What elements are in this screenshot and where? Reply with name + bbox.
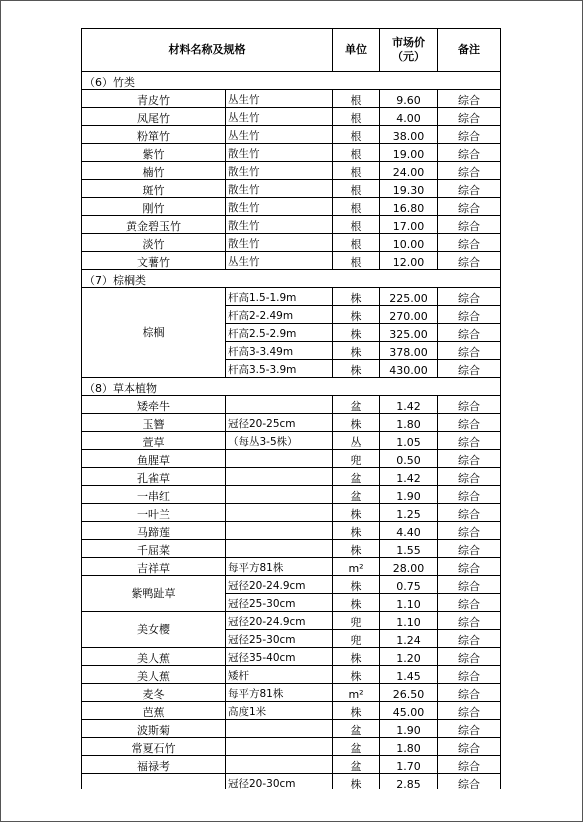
note-cell: 综合 — [438, 180, 501, 198]
price-cell: 0.75 — [380, 576, 438, 594]
material-name-cell: 吉祥草 — [82, 558, 226, 576]
material-name-cell: 楠竹 — [82, 162, 226, 180]
spec-cell: 高度1米 — [226, 702, 333, 720]
note-cell: 综合 — [438, 234, 501, 252]
price-cell: 1.10 — [380, 594, 438, 612]
material-name-cell: 淡竹 — [82, 234, 226, 252]
spec-cell: 杆高2.5-2.9m — [226, 324, 333, 342]
header-price-line2: （元） — [392, 50, 425, 63]
unit-cell: 株 — [333, 414, 380, 432]
spec-cell: 冠径20-25cm — [226, 414, 333, 432]
spec-cell: 丛生竹 — [226, 126, 333, 144]
unit-cell: 根 — [333, 90, 380, 108]
material-name-cell: 文薯竹 — [82, 252, 226, 270]
material-name-cell: 鱼腥草 — [82, 450, 226, 468]
material-name-cell: 孔雀草 — [82, 468, 226, 486]
material-name-cell: 麦冬 — [82, 684, 226, 702]
note-cell: 综合 — [438, 396, 501, 414]
table-row — [82, 540, 501, 558]
material-name-cell: 福禄考 — [82, 756, 226, 774]
unit-cell: 根 — [333, 234, 380, 252]
unit-cell: 株 — [333, 702, 380, 720]
note-cell: 综合 — [438, 612, 501, 630]
price-cell: 9.60 — [380, 90, 438, 108]
header-price-line1: 市场价 — [392, 36, 425, 49]
note-cell: 综合 — [438, 450, 501, 468]
material-name-cell: 波斯菊 — [82, 720, 226, 738]
material-name-cell: 粉箪竹 — [82, 126, 226, 144]
spec-cell — [226, 486, 333, 504]
table-row — [82, 252, 501, 270]
price-cell: 1.42 — [380, 396, 438, 414]
table-header-row — [82, 29, 501, 72]
material-name-cell: 萱草 — [82, 432, 226, 450]
price-cell: 2.85 — [380, 774, 438, 790]
note-cell: 综合 — [438, 90, 501, 108]
price-cell: 430.00 — [380, 360, 438, 378]
spec-cell: 冠径20-24.9cm — [226, 612, 333, 630]
section-title: （6）竹类 — [82, 72, 501, 90]
price-cell: 28.00 — [380, 558, 438, 576]
spec-cell: 散生竹 — [226, 144, 333, 162]
price-cell: 0.50 — [380, 450, 438, 468]
material-name-cell: 刚竹 — [82, 198, 226, 216]
price-cell: 1.05 — [380, 432, 438, 450]
spec-cell: 冠径25-30cm — [226, 594, 333, 612]
spec-cell: 丛生竹 — [226, 90, 333, 108]
note-cell: 综合 — [438, 486, 501, 504]
note-cell: 综合 — [438, 756, 501, 774]
price-cell: 4.00 — [380, 108, 438, 126]
unit-cell: 根 — [333, 180, 380, 198]
price-cell: 19.00 — [380, 144, 438, 162]
spec-cell — [226, 540, 333, 558]
spec-cell: 杆高3.5-3.9m — [226, 360, 333, 378]
table-row — [82, 522, 501, 540]
price-cell: 1.80 — [380, 414, 438, 432]
spec-cell: 冠径20-30cm — [226, 774, 333, 790]
material-name-cell: 常夏石竹 — [82, 738, 226, 756]
table-row — [82, 234, 501, 252]
table-row — [82, 180, 501, 198]
material-name-cell: 紫鸭趾草 — [82, 576, 226, 612]
unit-cell: m² — [333, 684, 380, 702]
note-cell: 综合 — [438, 126, 501, 144]
unit-cell: 株 — [333, 594, 380, 612]
material-name-cell: 马蹄莲 — [82, 522, 226, 540]
table-row — [82, 162, 501, 180]
table-row — [82, 288, 501, 306]
price-cell: 225.00 — [380, 288, 438, 306]
section-header-row — [82, 378, 501, 396]
price-cell: 1.80 — [380, 738, 438, 756]
table-row — [82, 90, 501, 108]
header-note: 备注 — [438, 29, 501, 72]
unit-cell: 盆 — [333, 738, 380, 756]
unit-cell: 盆 — [333, 756, 380, 774]
note-cell: 综合 — [438, 576, 501, 594]
note-cell: 综合 — [438, 288, 501, 306]
spec-cell: 散生竹 — [226, 198, 333, 216]
unit-cell: 株 — [333, 666, 380, 684]
price-cell: 1.70 — [380, 756, 438, 774]
table-body — [82, 72, 501, 790]
table-row — [82, 720, 501, 738]
unit-cell: 株 — [333, 648, 380, 666]
price-cell: 1.25 — [380, 504, 438, 522]
unit-cell: 盆 — [333, 396, 380, 414]
price-cell: 16.80 — [380, 198, 438, 216]
note-cell: 综合 — [438, 360, 501, 378]
spec-cell: 矮杆 — [226, 666, 333, 684]
material-name-cell: 玉簪 — [82, 414, 226, 432]
spec-cell: 每平方81株 — [226, 558, 333, 576]
unit-cell: 兜 — [333, 450, 380, 468]
note-cell: 综合 — [438, 540, 501, 558]
price-cell: 1.42 — [380, 468, 438, 486]
note-cell: 综合 — [438, 324, 501, 342]
price-table-viewport[interactable] — [81, 28, 501, 789]
price-cell: 1.90 — [380, 486, 438, 504]
table-row — [82, 396, 501, 414]
material-name-cell: 美人蕉 — [82, 666, 226, 684]
price-cell: 1.20 — [380, 648, 438, 666]
note-cell: 综合 — [438, 108, 501, 126]
table-row — [82, 648, 501, 666]
spec-cell: 冠径20-24.9cm — [226, 576, 333, 594]
unit-cell: 盆 — [333, 486, 380, 504]
price-cell: 1.45 — [380, 666, 438, 684]
material-name-cell: 青皮竹 — [82, 90, 226, 108]
unit-cell: 根 — [333, 216, 380, 234]
price-cell: 1.10 — [380, 612, 438, 630]
spec-cell: 丛生竹 — [226, 252, 333, 270]
note-cell: 综合 — [438, 342, 501, 360]
note-cell: 综合 — [438, 702, 501, 720]
material-name-cell: 美人蕉 — [82, 648, 226, 666]
unit-cell: 兜 — [333, 630, 380, 648]
table-row — [82, 432, 501, 450]
spec-cell — [226, 720, 333, 738]
unit-cell: 株 — [333, 288, 380, 306]
price-cell: 24.00 — [380, 162, 438, 180]
material-name-cell: 一叶兰 — [82, 504, 226, 522]
note-cell: 综合 — [438, 414, 501, 432]
table-row — [82, 108, 501, 126]
note-cell: 综合 — [438, 648, 501, 666]
spec-cell: 冠径25-30cm — [226, 630, 333, 648]
spec-cell: 杆高3-3.49m — [226, 342, 333, 360]
price-cell: 38.00 — [380, 126, 438, 144]
unit-cell: 盆 — [333, 468, 380, 486]
material-name-cell: 千屈菜 — [82, 540, 226, 558]
header-material-name: 材料名称及规格 — [82, 29, 333, 72]
unit-cell: 株 — [333, 342, 380, 360]
price-cell: 26.50 — [380, 684, 438, 702]
material-name-cell: 棕榈 — [82, 288, 226, 378]
material-name-cell: 芭蕉 — [82, 702, 226, 720]
spec-cell: （每丛3-5株） — [226, 432, 333, 450]
table-row — [82, 702, 501, 720]
header-price — [380, 29, 438, 72]
table-row — [82, 414, 501, 432]
price-cell: 17.00 — [380, 216, 438, 234]
table-row — [82, 576, 501, 594]
price-cell: 45.00 — [380, 702, 438, 720]
unit-cell: 丛 — [333, 432, 380, 450]
table-row — [82, 612, 501, 630]
material-name-cell: 紫竹 — [82, 144, 226, 162]
note-cell: 综合 — [438, 666, 501, 684]
unit-cell: 根 — [333, 126, 380, 144]
price-table — [81, 28, 501, 789]
spec-cell: 散生竹 — [226, 162, 333, 180]
section-title: （8）草本植物 — [82, 378, 501, 396]
spec-cell: 丛生竹 — [226, 108, 333, 126]
spec-cell — [226, 522, 333, 540]
unit-cell: 兜 — [333, 612, 380, 630]
note-cell: 综合 — [438, 774, 501, 790]
price-cell: 12.00 — [380, 252, 438, 270]
spec-cell — [226, 450, 333, 468]
table-row — [82, 144, 501, 162]
spec-cell: 散生竹 — [226, 234, 333, 252]
unit-cell: 株 — [333, 774, 380, 790]
note-cell: 综合 — [438, 594, 501, 612]
price-cell: 10.00 — [380, 234, 438, 252]
spec-cell: 杆高2-2.49m — [226, 306, 333, 324]
material-name-cell: 美女樱 — [82, 612, 226, 648]
spec-cell — [226, 738, 333, 756]
price-cell: 1.90 — [380, 720, 438, 738]
unit-cell: 根 — [333, 198, 380, 216]
unit-cell: 株 — [333, 576, 380, 594]
note-cell: 综合 — [438, 522, 501, 540]
unit-cell: 株 — [333, 504, 380, 522]
spec-cell — [226, 468, 333, 486]
note-cell: 综合 — [438, 252, 501, 270]
spec-cell: 散生竹 — [226, 180, 333, 198]
note-cell: 综合 — [438, 684, 501, 702]
price-cell: 270.00 — [380, 306, 438, 324]
table-row — [82, 738, 501, 756]
note-cell: 综合 — [438, 198, 501, 216]
unit-cell: 根 — [333, 144, 380, 162]
table-row — [82, 684, 501, 702]
note-cell: 综合 — [438, 720, 501, 738]
price-cell: 325.00 — [380, 324, 438, 342]
note-cell: 综合 — [438, 432, 501, 450]
spec-cell: 每平方81株 — [226, 684, 333, 702]
unit-cell: 株 — [333, 522, 380, 540]
spec-cell: 冠径35-40cm — [226, 648, 333, 666]
material-name-cell: 凤尾竹 — [82, 108, 226, 126]
table-row — [82, 486, 501, 504]
unit-cell: 盆 — [333, 720, 380, 738]
note-cell: 综合 — [438, 504, 501, 522]
material-name-cell: 一串红 — [82, 486, 226, 504]
material-name-cell: 黄金碧玉竹 — [82, 216, 226, 234]
note-cell: 综合 — [438, 630, 501, 648]
table-row — [82, 756, 501, 774]
note-cell: 综合 — [438, 738, 501, 756]
table-row — [82, 216, 501, 234]
note-cell: 综合 — [438, 306, 501, 324]
section-header-row — [82, 270, 501, 288]
spec-cell — [226, 504, 333, 522]
price-cell: 378.00 — [380, 342, 438, 360]
unit-cell: 根 — [333, 162, 380, 180]
material-name-cell — [82, 774, 226, 790]
unit-cell: 株 — [333, 306, 380, 324]
note-cell: 综合 — [438, 144, 501, 162]
note-cell: 综合 — [438, 162, 501, 180]
note-cell: 综合 — [438, 558, 501, 576]
section-title: （7）棕榈类 — [82, 270, 501, 288]
table-row — [82, 774, 501, 790]
price-cell: 19.30 — [380, 180, 438, 198]
table-row — [82, 198, 501, 216]
unit-cell: 株 — [333, 360, 380, 378]
table-row — [82, 450, 501, 468]
unit-cell: m² — [333, 558, 380, 576]
table-row — [82, 504, 501, 522]
section-header-row — [82, 72, 501, 90]
note-cell: 综合 — [438, 216, 501, 234]
table-row — [82, 558, 501, 576]
spec-cell: 杆高1.5-1.9m — [226, 288, 333, 306]
unit-cell: 株 — [333, 540, 380, 558]
material-name-cell: 矮牵牛 — [82, 396, 226, 414]
unit-cell: 根 — [333, 108, 380, 126]
price-cell: 4.40 — [380, 522, 438, 540]
spec-cell — [226, 396, 333, 414]
material-name-cell: 斑竹 — [82, 180, 226, 198]
table-row — [82, 126, 501, 144]
spec-cell: 散生竹 — [226, 216, 333, 234]
unit-cell: 株 — [333, 324, 380, 342]
price-cell: 1.55 — [380, 540, 438, 558]
note-cell: 综合 — [438, 468, 501, 486]
unit-cell: 根 — [333, 252, 380, 270]
table-row — [82, 666, 501, 684]
spec-cell — [226, 756, 333, 774]
header-unit: 单位 — [333, 29, 380, 72]
price-cell: 1.24 — [380, 630, 438, 648]
table-row — [82, 468, 501, 486]
